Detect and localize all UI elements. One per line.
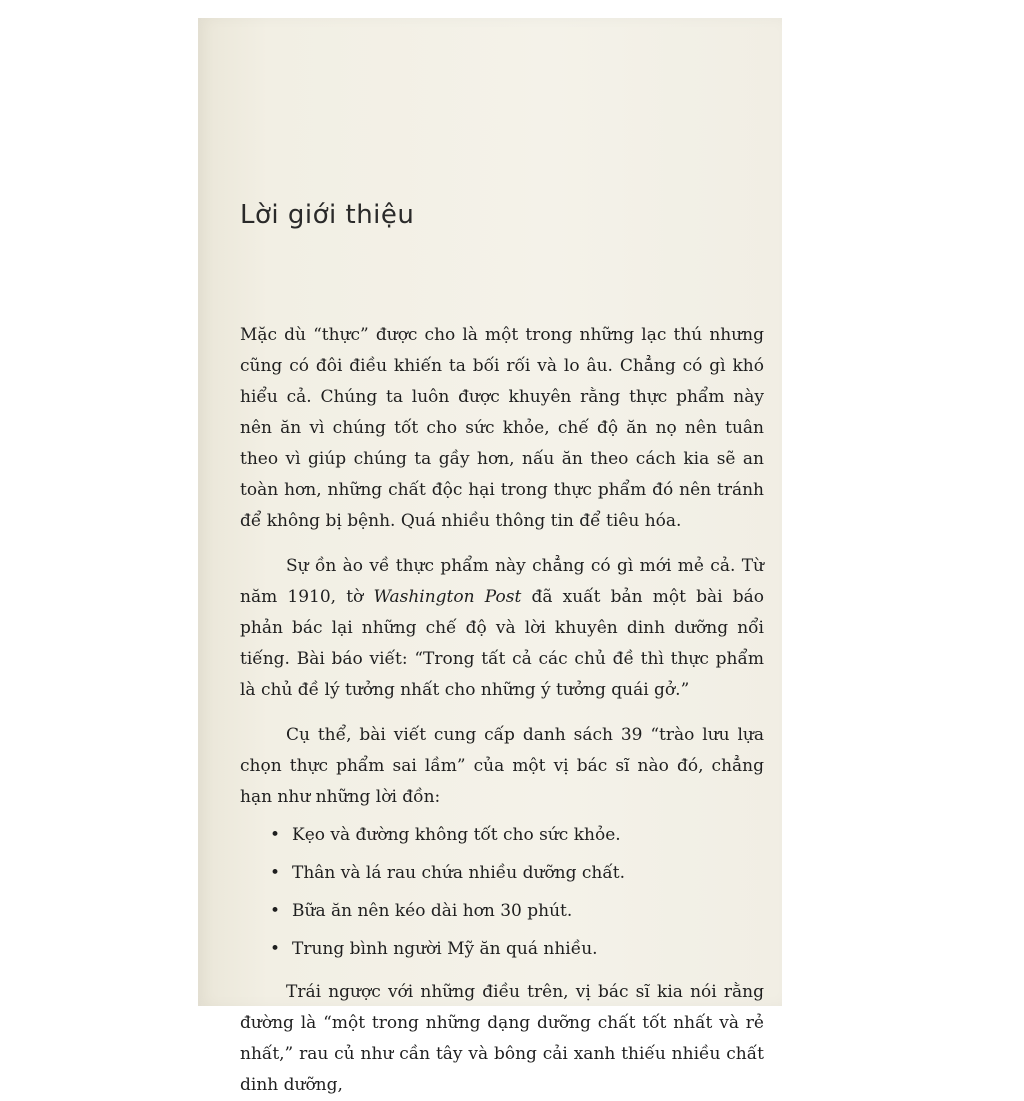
paragraph-closing: Trái ngược với những điều trên, vị bác sĩ kia nói rằng đường là “một trong những dạng dưỡng chất tốt nhất và rẻ nhất,” rau củ như cần tây và bông cải xanh thiếu nhiều chất dinh dưỡng, <box>240 982 764 1095</box>
list-item-text: Bữa ăn nên kéo dài hơn 30 phút. <box>292 901 573 921</box>
list-item-text: Trung bình người Mỹ ăn quá nhiều. <box>292 939 598 959</box>
page-body <box>240 320 764 1101</box>
list-item <box>240 934 764 965</box>
paragraph-history-text-end: đã xuất bản một bài báo phản bác lại những chế độ và lời khuyên dinh dưỡng nổi tiếng. Bài báo viết: “Trong tất cả các chủ đề thì thực phẩm là chủ đề lý tưởng nhất cho những ý tưởng quái gở.” <box>240 587 764 700</box>
paragraph-list-intro: Cụ thể, bài viết cung cấp danh sách 39 “trào lưu lựa chọn thực phẩm sai lầm” của một vị bác sĩ nào đó, chẳng hạn như những lời đồn: <box>240 725 764 807</box>
bullet-icon: • <box>270 863 281 883</box>
book-page <box>198 18 782 1095</box>
list-item-text: Thân và lá rau chứa nhiều dưỡng chất. <box>292 863 626 883</box>
bullet-icon: • <box>270 901 281 921</box>
list-item <box>240 820 764 851</box>
list-item <box>240 858 764 889</box>
paragraph-history-text-start: Sự ồn ào về thực phẩm này chẳng có gì mới mẻ cả. Từ năm 1910, tờ <box>240 556 764 607</box>
list-item-text: Kẹo và đường không tốt cho sức khỏe. <box>292 825 621 845</box>
bullet-icon: • <box>270 939 281 959</box>
paragraph-intro: Mặc dù “thực” được cho là một trong những lạc thú nhưng cũng có đôi điều khiến ta bối rối và lo âu. Chẳng có gì khó hiểu cả. Chúng ta luôn được khuyên rằng thực phẩm này nên ăn vì chúng tốt cho sức khỏe, chế độ ăn nọ nên tuân theo vì giúp chúng ta gầy hơn, nấu ăn theo cách kia sẽ an toàn hơn, những chất độc hại trong thực phẩm đó nên tránh để không bị bệnh. Quá nhiều thông tin để tiêu hóa. <box>240 325 764 531</box>
paragraph-history <box>240 551 764 706</box>
newspaper-title: Washington Post <box>373 587 522 607</box>
page-title: Lời giới thiệu <box>240 200 415 230</box>
myth-list <box>240 820 764 965</box>
bullet-icon: • <box>270 825 281 845</box>
list-item <box>240 896 764 927</box>
